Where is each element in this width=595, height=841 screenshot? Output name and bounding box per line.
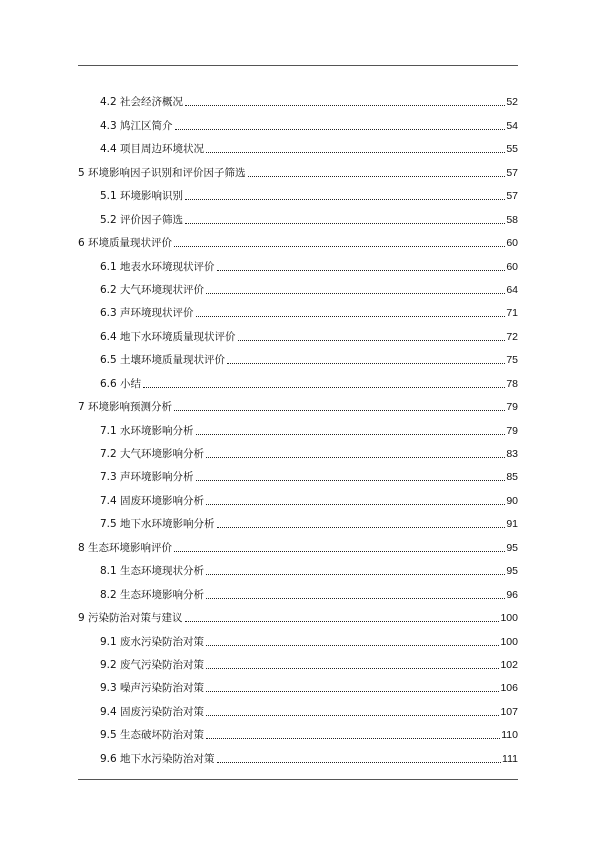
toc-entry-title: 6.4 地下水环境质量现状评价 [100,330,236,343]
toc-section-entry[interactable] [78,695,518,718]
dot-leader [185,105,505,106]
toc-entry-title: 9.6 地下水污染防治对策 [100,752,215,765]
toc-page-number: 60 [506,237,518,250]
toc-entry-title: 7.3 声环境影响分析 [100,471,194,484]
dot-leader [196,480,506,481]
toc-page-number: 54 [506,119,518,132]
dot-leader [196,434,506,435]
toc-page-number: 75 [506,354,518,367]
toc-entry-title: 4.3 鸠江区简介 [100,119,173,132]
toc-entry-title: 5 环境影响因子识别和评价因子筛选 [78,166,246,179]
toc-section-entry[interactable] [78,109,518,132]
toc-page-number: 85 [506,471,518,484]
toc-entry-title: 4.2 社会经济概况 [100,96,184,109]
dot-leader [185,223,505,224]
toc-entry-title: 9.2 废气污染防治对策 [100,658,205,671]
toc-section-entry[interactable] [78,203,518,226]
toc-section-entry[interactable] [78,555,518,578]
dot-leader [196,316,506,317]
dot-leader [185,621,500,622]
toc-page-number: 96 [506,588,518,601]
toc-entry-title: 9 污染防治对策与建议 [78,612,183,625]
toc-chapter-entry[interactable] [78,227,518,250]
toc-entry-title: 8.1 生态环境现状分析 [100,565,205,578]
toc-page-number: 57 [506,166,518,179]
toc-page-number: 111 [502,752,518,765]
toc-entry-title: 6.3 声环境现状评价 [100,307,194,320]
toc-entry-title: 6.6 小结 [100,377,142,390]
toc-entry-title: 7.2 大气环境影响分析 [100,448,205,460]
dot-leader [206,738,500,739]
toc-entry-title: 7.1 水环境影响分析 [100,424,194,437]
dot-leader [206,457,505,458]
toc-page-number: 79 [506,424,518,437]
toc-entry-title: 5.2 评价因子筛选 [100,213,184,226]
toc-entry-title: 4.4 项目周边环境状况 [100,143,205,156]
dot-leader [206,574,505,575]
toc-page-number: 57 [506,190,518,203]
toc-section-entry[interactable] [78,578,518,601]
toc-page-number: 100 [500,612,518,625]
dot-leader [206,293,505,294]
dot-leader [217,527,506,528]
toc-page-number: 55 [506,143,518,156]
toc-section-entry[interactable] [78,86,518,109]
toc-section-entry[interactable] [78,344,518,367]
toc-chapter-entry[interactable] [78,531,518,554]
dot-leader [174,246,505,247]
dot-leader [248,176,506,177]
toc-section-entry[interactable] [78,274,518,297]
toc-section-entry[interactable] [78,180,518,203]
dot-leader [206,152,505,153]
toc-page-number: 95 [506,565,518,578]
toc-section-entry[interactable] [78,625,518,648]
toc-page-number: 71 [506,307,518,320]
toc-page-number: 102 [500,658,518,671]
toc-page-number: 107 [500,705,518,718]
toc-section-entry[interactable] [78,719,518,742]
toc-entry-title: 7.5 地下水环境影响分析 [100,518,215,531]
toc-entry-title: 7 环境影响预测分析 [78,401,173,414]
dot-leader [227,363,505,364]
toc-section-entry[interactable] [78,742,518,765]
dot-leader [185,199,505,200]
toc-page-number: 64 [506,283,518,296]
toc-page-number: 58 [506,213,518,226]
toc-section-entry[interactable] [78,672,518,695]
toc-section-entry[interactable] [78,250,518,273]
toc-entry-title: 5.1 环境影响识别 [100,190,184,203]
dot-leader [206,668,499,669]
toc-entry-title: 9.1 废水污染防治对策 [100,635,205,648]
toc-chapter-entry[interactable] [78,391,518,414]
toc-entry-title: 9.3 噪声污染防治对策 [100,682,205,695]
toc-section-entry[interactable] [78,649,518,672]
toc-section-entry[interactable] [78,438,518,461]
toc-page-number: 100 [500,635,518,648]
dot-leader [143,387,505,388]
footer-rule [78,779,518,780]
table-of-contents [78,86,518,766]
dot-leader [206,598,505,599]
toc-page-number: 52 [506,96,518,109]
toc-entry-title: 6.1 地表水环境现状评价 [100,260,215,273]
toc-section-entry[interactable] [78,297,518,320]
dot-leader [217,270,506,271]
toc-page-number: 60 [506,260,518,273]
toc-section-entry[interactable] [78,508,518,531]
toc-page-number: 91 [506,518,518,531]
toc-section-entry[interactable] [78,367,518,390]
toc-page-number: 83 [506,448,518,460]
dot-leader [174,410,505,411]
toc-page-number: 95 [506,541,518,554]
dot-leader [206,645,499,646]
toc-page-number: 78 [506,377,518,390]
header-rule [78,65,518,66]
toc-section-entry[interactable] [78,320,518,343]
toc-entry-title: 8.2 生态环境影响分析 [100,588,205,601]
toc-entry-title: 6.5 土壤环境质量现状评价 [100,354,226,367]
dot-leader [238,340,506,341]
toc-entry-title: 7.4 固废环境影响分析 [100,494,205,507]
toc-section-entry[interactable] [78,133,518,156]
dot-leader [206,504,505,505]
dot-leader [206,691,499,692]
toc-section-entry[interactable] [78,414,518,437]
toc-page-number: 106 [500,682,518,695]
toc-entry-title: 8 生态环境影响评价 [78,541,173,554]
toc-chapter-entry[interactable] [78,602,518,625]
dot-leader [174,551,505,552]
dot-leader [175,129,506,130]
toc-page-number: 90 [506,494,518,507]
dot-leader [206,715,499,716]
toc-entry-title: 9.4 固废污染防治对策 [100,705,205,718]
toc-section-entry[interactable] [78,484,518,507]
toc-entry-title: 6.2 大气环境现状评价 [100,283,205,296]
toc-page-number: 110 [501,729,518,742]
toc-page-number: 72 [506,330,518,343]
toc-section-entry[interactable] [78,461,518,484]
toc-entry-title: 9.5 生态破坏防治对策 [100,729,205,742]
toc-entry-title: 6 环境质量现状评价 [78,237,173,250]
toc-chapter-entry[interactable] [78,156,518,179]
toc-page-number: 79 [506,401,518,414]
dot-leader [217,762,501,763]
